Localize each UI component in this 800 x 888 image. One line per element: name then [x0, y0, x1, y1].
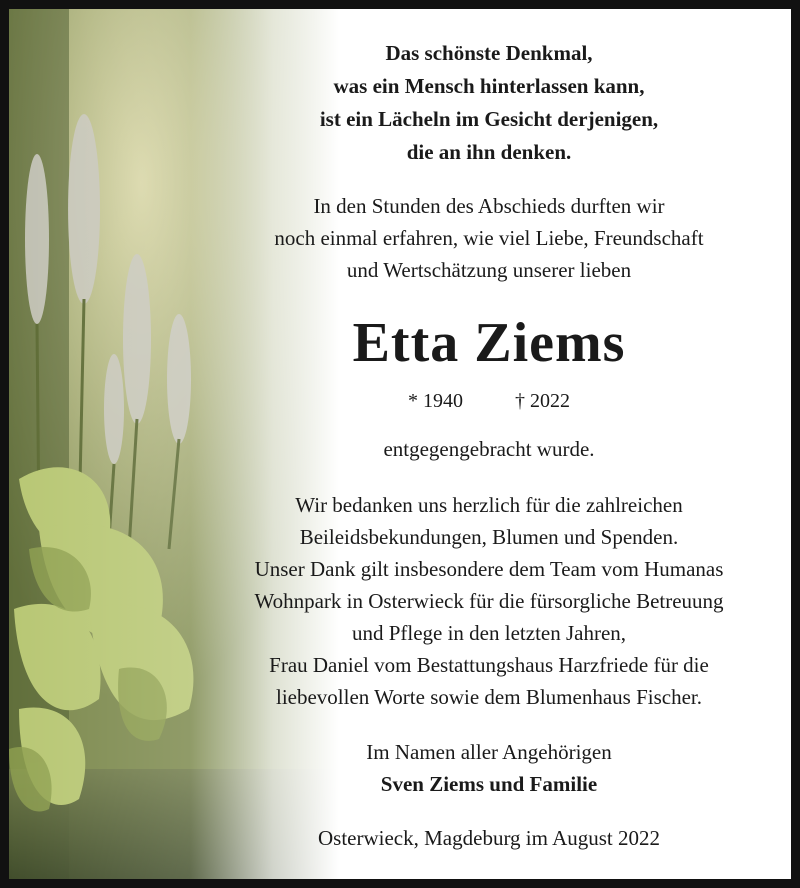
thanks-line: Beileidsbekundungen, Blumen und Spenden.	[299, 525, 679, 549]
thanks-line: Unser Dank gilt insbesondere dem Team vom Humanas	[254, 557, 724, 581]
intro-line: und Wertschätzung unserer lieben	[346, 258, 632, 282]
place-date: Osterwieck, Magdeburg im August 2022	[318, 826, 660, 850]
life-dates	[189, 386, 789, 416]
motto-line: ist ein Lächeln im Gesicht derjenigen,	[319, 107, 659, 131]
signature-family: Sven Ziems und Familie	[380, 772, 598, 796]
thanks-line: Wir bedanken uns herzlich für die zahlreichen	[295, 493, 683, 517]
motto-line: was ein Mensch hinterlassen kann,	[333, 74, 645, 98]
birth-year: * 1940	[408, 390, 463, 412]
death-year: † 2022	[515, 390, 570, 412]
intro-line: noch einmal erfahren, wie viel Liebe, Freundschaft	[274, 226, 704, 250]
motto-line: die an ihn denken.	[406, 140, 572, 164]
motto-line: Das schönste Denkmal,	[385, 41, 593, 65]
thanks-line: und Pflege in den letzten Jahren,	[351, 621, 627, 645]
after-name-line: entgegengebracht wurde.	[383, 437, 595, 461]
signature-intro: Im Namen aller Angehörigen	[366, 740, 612, 764]
thanks-line: Wohnpark in Osterwieck für die fürsorgliche Betreuung	[254, 589, 724, 613]
intro-line: In den Stunden des Abschieds durften wir	[313, 194, 665, 218]
thanks-line: Frau Daniel vom Bestattungshaus Harzfriede für die	[269, 653, 709, 677]
thanks-line: liebevollen Worte sowie dem Blumenhaus Fischer.	[275, 685, 702, 709]
deceased-name: Etta Ziems	[352, 312, 626, 374]
